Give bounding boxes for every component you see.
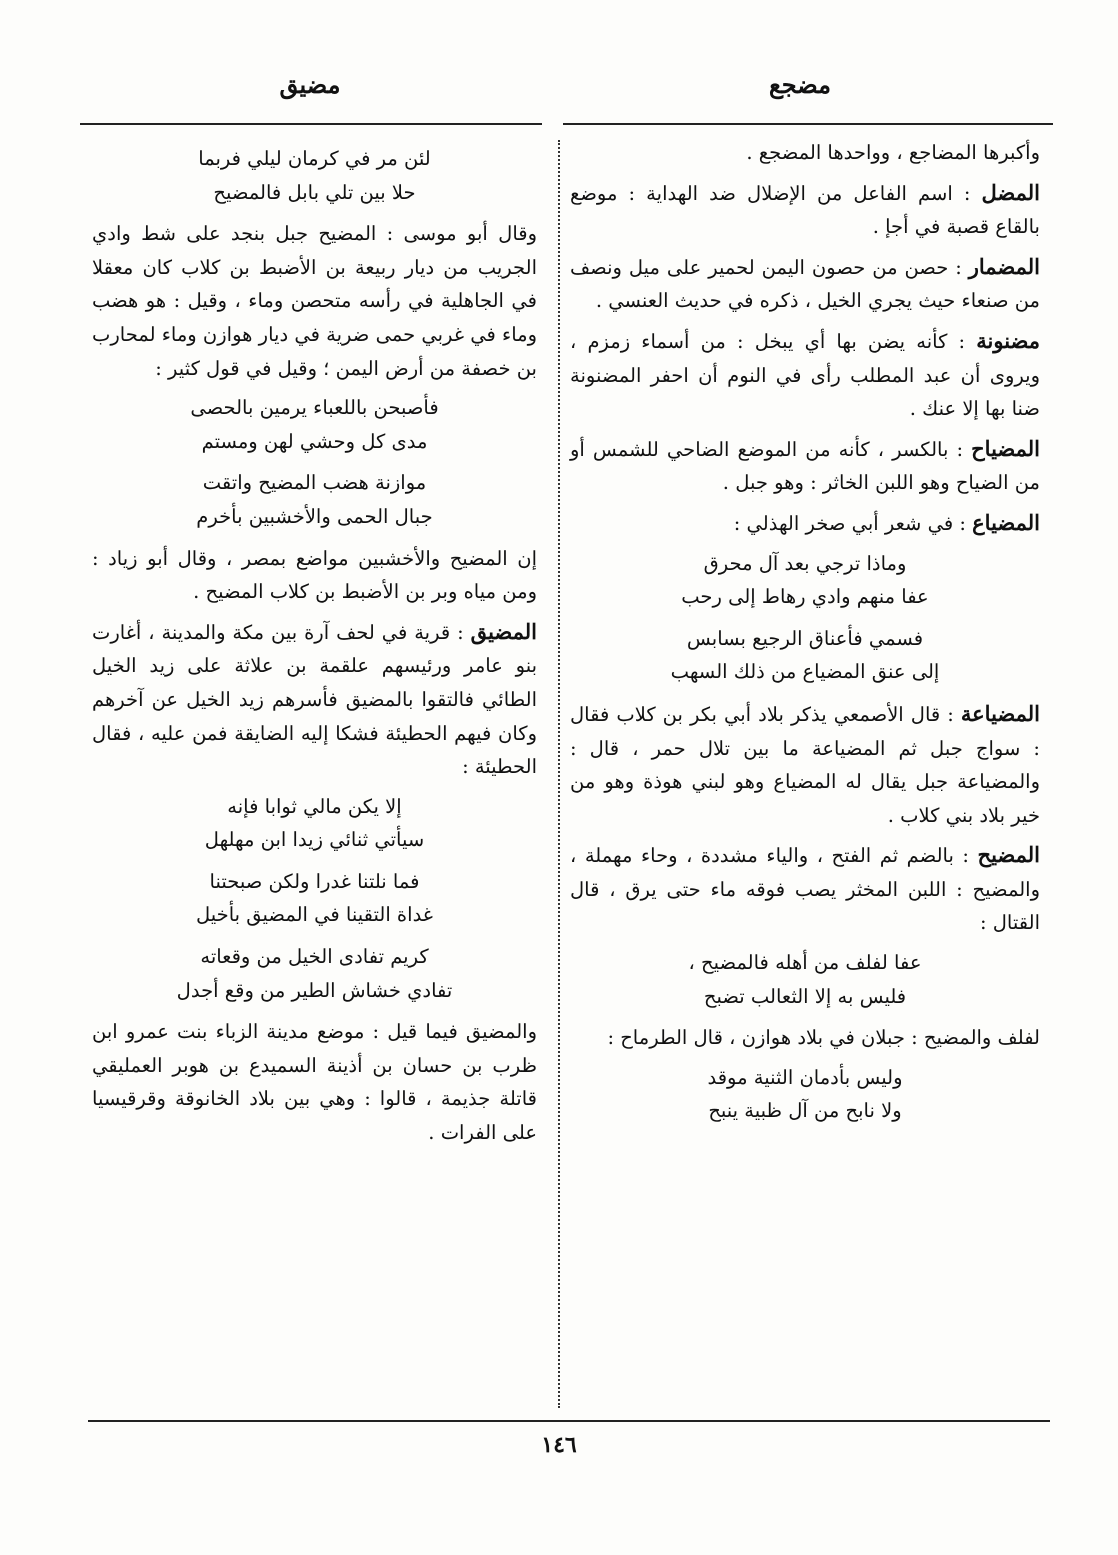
verse-line: كريم تفادى الخيل من وقعاته [200, 945, 429, 969]
headword: المضياع [972, 509, 1040, 535]
paragraph: والمضيق فيما قيل : موضع مدينة الزباء بنت عمرو ابن ظرب بن حسان بن أذينة السميدع بن هوبر العمليقي قاتلة جذيمة ، قالوا : وهي بين بلاد الخانوقة وقرقيسيا على الفرات . [92, 1020, 537, 1145]
verse-line: فسمي فأعناق الرجيع بسابس [686, 626, 924, 650]
verse-line: إلا يكن مالي ثوابا فإنه [227, 794, 402, 818]
verse [570, 622, 1040, 689]
entry-text: : قرية في لحف آرة بين مكة والمدينة ، أغارت بنو عامر ورئيسهم علقمة بن علاثة على زيد الخيل الطائي فالتقوا بالمضيق فأسرهم زيد الخيل عن آخرهم وكان فيهم الحطيئة فشكا إليه الضايقة فمن عليه ، فقال الحطيئة : [92, 620, 537, 779]
header-rule-left [80, 123, 542, 125]
verse [92, 940, 537, 1007]
entry-text: : قال الأصمعي يذكر بلاد أبي بكر بن كلاب فقال : سواج جبل ثم المضياعة ما بين تلال حمر ، قال : والمضياعة جبل يقال له المضياع وهو لبني هوذة وهو من خير بلاد بني كلاب . [570, 702, 1040, 827]
verse-line: فأصبحن باللعباء يرمين بالحصى [190, 396, 439, 420]
verse-line: غداة التقينا في المضيق بأخيل [195, 903, 434, 927]
running-header-left: مضيق [279, 70, 341, 99]
verse-line: سيأتي ثنائي زيدا ابن مهلهل [204, 828, 425, 852]
headword: المضل [981, 179, 1040, 205]
verse [92, 865, 537, 932]
headword: المضمار [968, 253, 1040, 279]
entry-midyaa [570, 697, 1040, 832]
footer-rule [88, 1420, 1050, 1422]
entry-text: : حصن من حصون اليمن لحمير على ميل ونصف من صنعاء حيث يجري الخيل ، ذكره في حديث العنسي . [570, 255, 1040, 313]
paragraph: وأكبرها المضاجع ، وواحدها المضجع . [746, 141, 1040, 164]
paragraph: إن المضيح والأخشبين مواضع بمصر ، وقال أبو زياد : ومن مياه وبر بن الأضبط بن كلاب المضيح . [92, 546, 537, 604]
paragraph: لفلف والمضيح : جبلان في بلاد هوازن ، قال الطرماح : [607, 1026, 1040, 1050]
header-rule-right [563, 123, 1053, 125]
column-divider [558, 140, 560, 1408]
verse-line: وماذا ترجي بعد آل محرق [703, 551, 907, 575]
verse-line: فليس به إلا الثعالب تضبح [703, 984, 907, 1008]
entry-midyah [570, 432, 1040, 500]
verse-line: ولا نابح من آل ظبية ينبح [708, 1099, 902, 1123]
entry-text: : بالكسر ، كأنه من الموضع الضاحي للشمس أو من الضياح وهو اللبن الخاثر : وهو جبل . [570, 437, 1040, 495]
verse [92, 790, 537, 857]
headword: المضياعة [960, 700, 1040, 726]
verse-line: وليس بأدمان الثنية موقد [707, 1065, 903, 1089]
page-number: ١٤٦ [541, 1432, 577, 1458]
entry-midya [570, 506, 1040, 541]
entry-madnuna [570, 324, 1040, 426]
running-header-right: مضجع [769, 70, 831, 99]
entry-mudayyah [570, 838, 1040, 940]
headword: المضيح [977, 842, 1040, 868]
entry-madiq [92, 615, 537, 784]
entry-text: : في شعر أبي صخر الهذلي : [733, 511, 973, 535]
headword: المضيق [470, 618, 537, 644]
verse-line: موازنة هضب المضيح واتقت [202, 471, 427, 495]
paragraph: وقال أبو موسى : المضيح جبل بنجد على شط وادي الجريب من ديار ربيعة بن الأضبط بن كلاب كان معقلا في الجاهلية في رأسه متحصن وماء ، وقيل : هو هضب وماء في غربي حمى ضرية في ديار هوازن وماء لمحارب بن خصفة من أرض اليمن ؛ وقيل في قول كثير : [92, 222, 537, 380]
right-column [570, 136, 1040, 1136]
verse [92, 391, 537, 458]
verse [570, 1061, 1040, 1128]
verse-line: جبال الحمى والأخشبين بأخرم [196, 504, 433, 528]
entry-text: : كأنه يضن بها أي يبخل : من أسماء زمزم ، ويروى أن عبد المطلب رأى في النوم أن احفر المضنونة ضنا بها إلا عنك . [570, 329, 1040, 421]
entry-mudill [570, 176, 1040, 244]
headword: مضنونة [976, 327, 1040, 353]
verse [92, 142, 537, 209]
verse-line: إلى عنق المضياع من ذلك السهب [670, 660, 940, 684]
entry-text: : اسم الفاعل من الإضلال ضد الهداية : موضع بالقاع قصبة في أجإ . [570, 181, 1040, 239]
verse-line: لئن مر في كرمان ليلي فربما [198, 147, 431, 170]
verse-line: عفا لفلف من أهله فالمضيح ، [688, 951, 922, 975]
verse [92, 466, 537, 533]
headword: المضياح [971, 435, 1040, 461]
verse-line: حلا بين تلي بابل فالمضيح [213, 180, 416, 204]
verse [570, 946, 1040, 1013]
entry-text: : بالضم ثم الفتح ، والياء مشددة ، وحاء مهملة ، والمضيح : اللبن المخثر يصب فوقه ماء حتى يرق ، قال القتال : [570, 844, 1040, 935]
left-column [92, 136, 537, 1150]
entry-midmar [570, 250, 1040, 318]
verse-line: فما نلتنا غدرا ولكن صبحتنا [209, 869, 420, 893]
verse-line: مدى كل وحشي لهن ومستم [201, 429, 428, 453]
verse-line: عفا منهم وادي رهاط إلى رحب [681, 585, 929, 609]
verse [570, 547, 1040, 614]
verse-line: تفادي خشاش الطير من وقع أجدل [176, 978, 453, 1002]
